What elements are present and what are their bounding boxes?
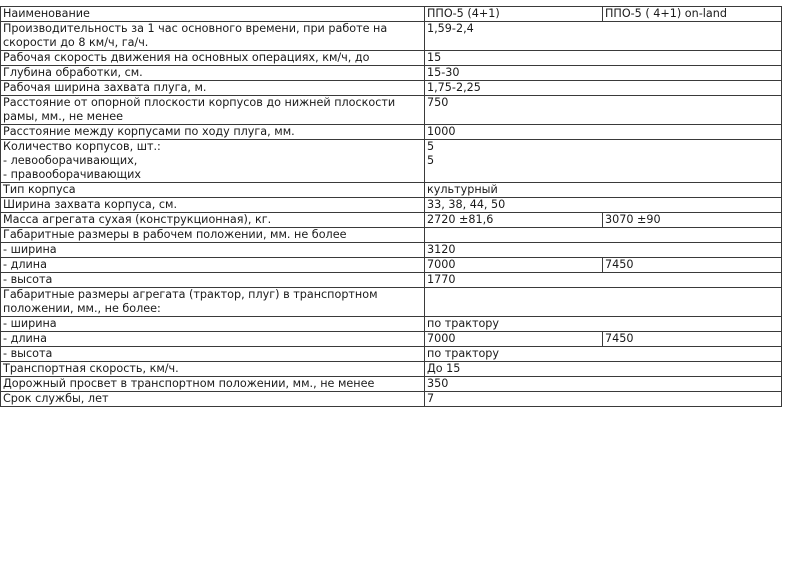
table-row: [1, 243, 782, 258]
table-row: [1, 198, 782, 213]
value-cell-model-2: 7450: [603, 332, 782, 347]
header-row: [1, 7, 782, 22]
value-cell: по трактору: [425, 347, 782, 362]
value-cell: 2720 ±81,6: [425, 213, 603, 228]
table-row: [1, 258, 782, 273]
value-cell: по трактору: [425, 317, 782, 332]
parameter-name-cell: Расстояние между корпусами по ходу плуга, мм.: [1, 125, 425, 140]
value-cell: 15: [425, 51, 782, 66]
value-cell: 350: [425, 377, 782, 392]
value-cell: 3120: [425, 243, 782, 258]
value-cell: 15-30: [425, 66, 782, 81]
value-cell: 1,75-2,25: [425, 81, 782, 96]
header-cell-name: Наименование: [1, 7, 425, 22]
value-cell: 5 5: [425, 140, 782, 183]
value-cell: 750: [425, 96, 782, 125]
parameter-name-cell: Производительность за 1 час основного времени, при работе на скорости до 8 км/ч, га/ч.: [1, 22, 425, 51]
value-cell: 7: [425, 392, 782, 407]
header-cell-model-2: ППО-5 ( 4+1) on-land: [603, 7, 782, 22]
parameter-name-cell: Глубина обработки, см.: [1, 66, 425, 81]
table-row: [1, 347, 782, 362]
value-cell: культурный: [425, 183, 782, 198]
parameter-name-cell: - высота: [1, 347, 425, 362]
parameter-name-cell: Количество корпусов, шт.: - левооборачивающих, - правооборачивающих: [1, 140, 425, 183]
table-row: [1, 22, 782, 51]
table-row: [1, 183, 782, 198]
parameter-name-cell: - ширина: [1, 317, 425, 332]
value-cell: 1000: [425, 125, 782, 140]
parameter-name-cell: - длина: [1, 258, 425, 273]
parameter-name-cell: Габаритные размеры агрегата (трактор, плуг) в транспортном положении, мм., не более:: [1, 288, 425, 317]
table-row: [1, 96, 782, 125]
value-cell: 7000: [425, 332, 603, 347]
parameter-name-cell: - высота: [1, 273, 425, 288]
table-row: [1, 51, 782, 66]
value-cell-model-2: 7450: [603, 258, 782, 273]
table-row: [1, 81, 782, 96]
spec-table: [0, 6, 782, 407]
spec-table-container: [0, 6, 782, 407]
header-cell-model-1: ППО-5 (4+1): [425, 7, 603, 22]
parameter-name-cell: - длина: [1, 332, 425, 347]
parameter-name-cell: Ширина захвата корпуса, см.: [1, 198, 425, 213]
value-cell: 1,59-2,4: [425, 22, 782, 51]
table-row: [1, 288, 782, 317]
value-cell: 1770: [425, 273, 782, 288]
value-cell: 7000: [425, 258, 603, 273]
parameter-name-cell: Габаритные размеры в рабочем положении, мм. не более: [1, 228, 425, 243]
parameter-name-cell: Рабочая скорость движения на основных операциях, км/ч, до: [1, 51, 425, 66]
table-row: [1, 213, 782, 228]
value-cell: [425, 288, 782, 317]
table-row: [1, 362, 782, 377]
table-row: [1, 66, 782, 81]
table-row: [1, 392, 782, 407]
parameter-name-cell: Дорожный просвет в транспортном положении, мм., не менее: [1, 377, 425, 392]
parameter-name-cell: Транспортная скорость, км/ч.: [1, 362, 425, 377]
parameter-name-cell: Тип корпуса: [1, 183, 425, 198]
parameter-name-cell: - ширина: [1, 243, 425, 258]
table-row: [1, 273, 782, 288]
value-cell: До 15: [425, 362, 782, 377]
parameter-name-cell: Срок службы, лет: [1, 392, 425, 407]
value-cell: [425, 228, 782, 243]
value-cell: 33, 38, 44, 50: [425, 198, 782, 213]
table-row: [1, 228, 782, 243]
table-row: [1, 140, 782, 183]
parameter-name-cell: Масса агрегата сухая (конструкционная), кг.: [1, 213, 425, 228]
table-row: [1, 332, 782, 347]
value-cell-model-2: 3070 ±90: [603, 213, 782, 228]
table-row: [1, 317, 782, 332]
parameter-name-cell: Рабочая ширина захвата плуга, м.: [1, 81, 425, 96]
table-row: [1, 125, 782, 140]
parameter-name-cell: Расстояние от опорной плоскости корпусов до нижней плоскости рамы, мм., не менее: [1, 96, 425, 125]
table-row: [1, 377, 782, 392]
